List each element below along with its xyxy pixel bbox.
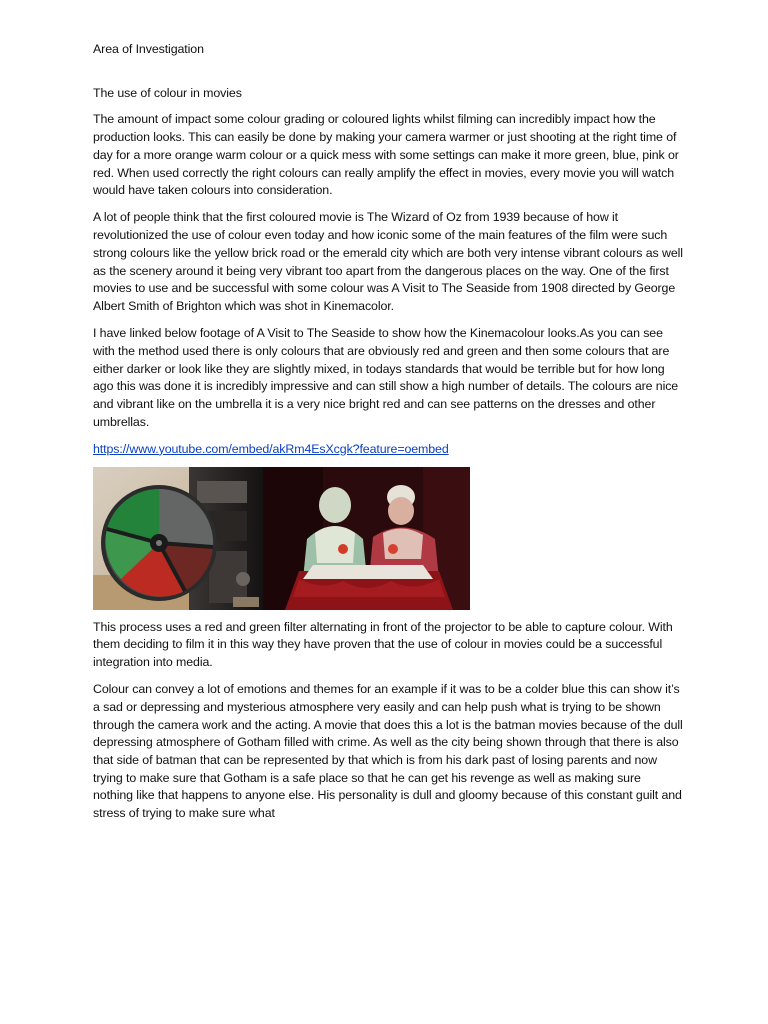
figure-row [93,467,683,610]
projector-filter-image [93,467,263,610]
paragraph-kinemacolour-footage: I have linked below footage of A Visit to The Seaside to show how the Kinemacolour looks.As you can see with the method used there is only colours that are obviously red and green and then some colours that are either darker or look like they are slightly mixed, in todays standards that would be terrible but for how long ago this was done it is incredibly impressive and can still show a high number of details. The colours are nice and vibrant like on the umbrella it is a very nice bright red and can see patterns on the dresses and other umbrellas. [93,326,679,429]
document-heading: Area of Investigation [93,42,204,56]
youtube-link[interactable]: https://www.youtube.com/embed/akRm4EsXcgk?feature=oembed [93,441,449,456]
paragraph-colour-emotions: Colour can convey a lot of emotions and themes for an example if it was to be a colder blue this can show it’s a sad or depressing and mysterious atmosphere very easily and can help push what is trying to be shown through the camera work and the acting. A movie that does this a lot is the batman movies because of the dull depressing atmosphere of Gotham filled with crime. As well as the city being shown through that there is also that side of batman that can be represented by that which is from his dark past of losing parents and now trying to make sure that Gotham is a safe place so that he can get his revenge as well as making sure nothing like that happens to anyone else. His personality is dull and gloomy because of this constant guilt and stress of trying to make sure what [93,682,683,821]
paragraph-first-coloured-movie: A lot of people think that the first coloured movie is The Wizard of Oz from 1939 because of how it revolutionized the use of colour even today and how iconic some of the main features of the film were such strong colours like the yellow brick road or the emerald city which are both very intense vibrant colours as well as the scenery around it being very vibrant too apart from the dangerous places on the way. One of the first movies to use and be successful with some colour was A Visit to The Seaside from 1908 directed by George Albert Smith of Brighton which was shot in Kinemacolor. [93,210,683,313]
document-page [93,41,683,832]
kinemacolor-film-still [263,467,470,610]
paragraph-colour-grading: The amount of impact some colour grading or coloured lights whilst filming can incredibly impact how the production looks. This can easily be done by making your camera warmer or just shooting at the right time of day for a more orange warm colour or a quick mess with some settings can make it more green, blue, pink or red. When used correctly the right colours can really amplify the effect in movies, every movie you will watch would have taken colours into consideration. [93,112,679,198]
document-subheading: The use of colour in movies [93,85,242,100]
link-paragraph [93,441,683,459]
paragraph-filter-process: This process uses a red and green filter alternating in front of the projector to be able to capture colour. With them deciding to film it in this way they have proven that the use of colour in movies could be a successful integration into media. [93,619,673,669]
filter-wheel-icon [101,485,217,601]
